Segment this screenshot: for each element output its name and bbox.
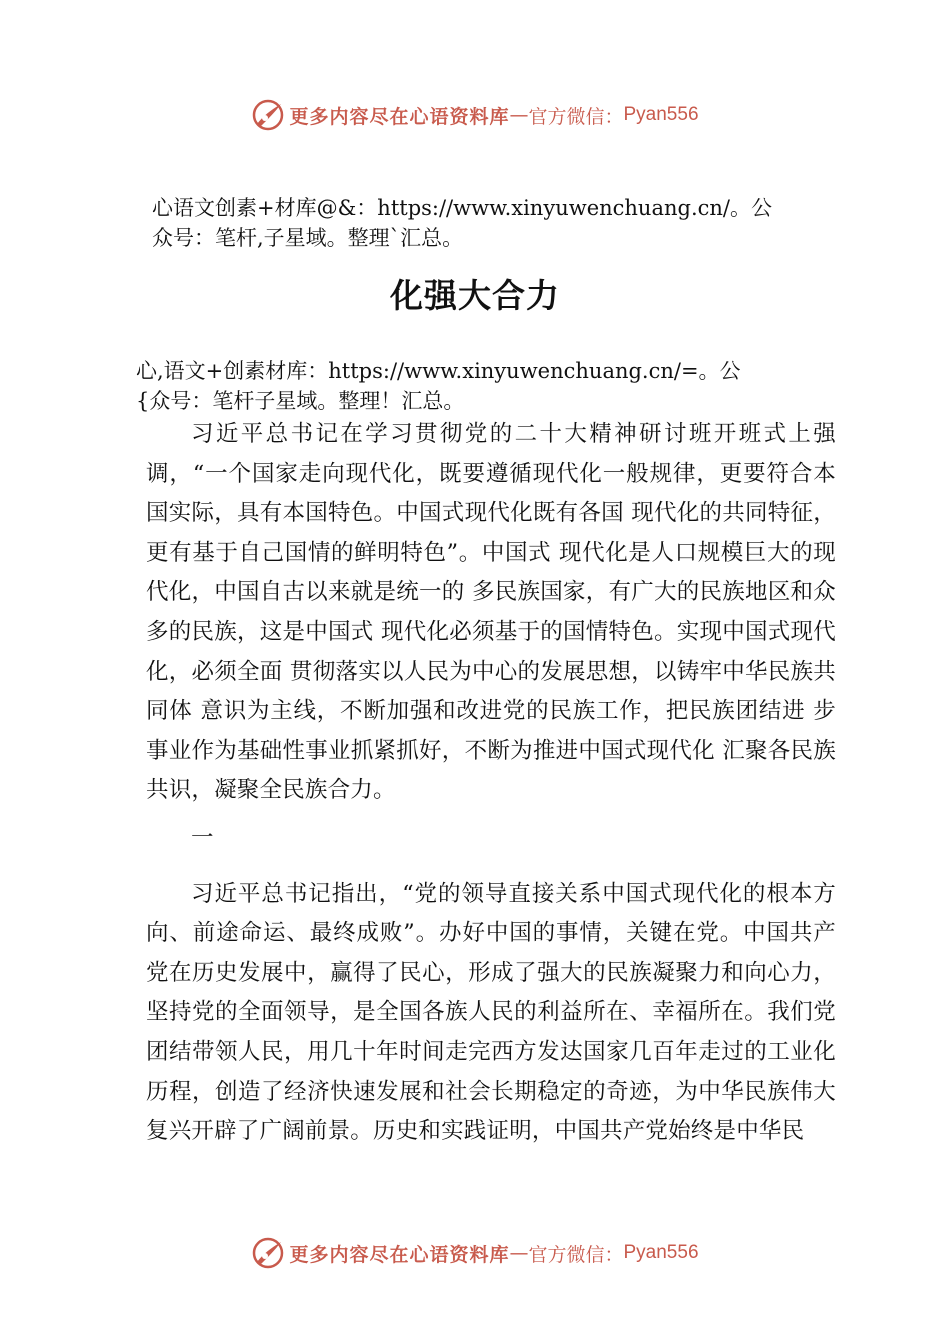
source-note-2-line1: 心,语文+创素材库：https://www.xinyuwenchuang.cn/=。公 <box>136 359 741 383</box>
source-note-1-line2: 众号：笔杆,子星域。整理`汇总。 <box>152 226 464 250</box>
footer-watermark <box>0 1233 950 1273</box>
source-note-2-line2: {众号：笔杆子星域。整理！汇总。 <box>136 389 465 413</box>
watermark-wechat-label: 官方微信： <box>528 105 624 128</box>
watermark-dash: — <box>509 1242 529 1264</box>
watermark-wechat-label: 官方微信： <box>528 1243 624 1266</box>
header-watermark <box>0 95 950 135</box>
section-heading-one: 一 <box>191 824 214 851</box>
document-body <box>146 415 836 1152</box>
document-title: 化强大合力 <box>390 276 560 315</box>
watermark-wechat-id: Pyan556 <box>623 104 699 125</box>
brush-logo-icon <box>251 1236 285 1270</box>
watermark-text: 更多内容尽在心语资料库 <box>289 1243 510 1266</box>
paragraph-intro: 习近平总书记在学习贯彻党的二十大精神研讨班开班式上强调，“一个国家走向现代化，既要遵循现代化一般规律，更要符合本国实际，具有本国特色。中国式现代化既有各国 现代化的共同特征，更有基于自己国情的鲜明特色”。中国式 现代化是人口规模巨大的现代化，中国自古以来就是统一的 多民族国家，有广大的民族地区和众多的民族，这是中国式 现代化必须基于的国情特色。实现中国式现代化，必须全面 贯彻落实以人民为中心的发展思想，以铸牢中华民族共同体 意识为主线，不断加强和改进党的民族工作，把民族团结进 步事业作为基础性事业抓紧抓好，不断为推进中国式现代化 汇聚各民族共识，凝聚全民族合力。 <box>146 421 836 804</box>
watermark-dash: — <box>509 104 529 126</box>
source-note-1-line1: 心语文创素+材库@&：https://www.xinyuwenchuang.cn/。公 <box>152 196 772 220</box>
paragraph-party-leadership: 习近平总书记指出，“党的领导直接关系中国式现代化的根本方向、前途命运、最终成败”。办好中国的事情，关键在党。中国共产党在历史发展中，赢得了民心，形成了强大的民族凝聚力和向心力，坚持党的全面领导，是全国各族人民的利益所在、幸福所在。我们党团结带领人民，用几十年时间走完西方发达国家几百年走过的工业化历程，创造了经济快速发展和社会长期稳定的奇迹，为中华民族伟大复兴开辟了广阔前景。历史和实践证明，中国共产党始终是中华民 <box>146 880 836 1145</box>
brush-logo-icon <box>251 98 285 132</box>
watermark-wechat-id: Pyan556 <box>623 1242 699 1263</box>
watermark-text: 更多内容尽在心语资料库 <box>289 105 510 128</box>
